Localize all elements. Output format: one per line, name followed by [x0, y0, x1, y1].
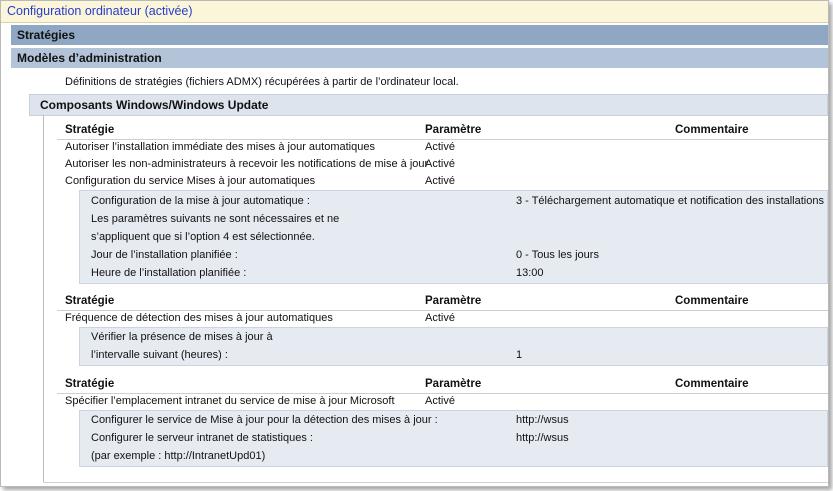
detail-label: l’intervalle suivant (heures) :	[91, 349, 228, 361]
column-header-policy: Stratégie	[65, 295, 115, 307]
admin-templates-section-header[interactable]	[11, 48, 828, 68]
detail-label: Configurer le serveur intranet de statistiques :	[91, 432, 313, 444]
tree-guide-line	[43, 115, 44, 483]
detail-label: Configuration de la mise à jour automatique :	[91, 195, 310, 207]
column-header-policy: Stratégie	[65, 378, 115, 390]
strategies-label: Stratégies	[17, 28, 76, 42]
detail-label: Heure de l’installation planifiée :	[91, 267, 247, 279]
section-bottom-divider	[43, 482, 828, 483]
column-header-setting: Paramètre	[425, 295, 482, 307]
column-header-setting: Paramètre	[425, 124, 482, 136]
detail-label: Vérifier la présence de mises à jour à	[91, 331, 273, 343]
policy-table-header	[57, 376, 828, 394]
column-header-comment: Commentaire	[675, 378, 749, 390]
policy-setting: Activé	[425, 175, 455, 187]
detail-value: 13:00	[516, 267, 544, 279]
detail-value: http://wsus	[516, 432, 569, 444]
policy-setting: Activé	[425, 395, 455, 407]
policy-name: Autoriser les non-administrateurs à recevoir les notifications de mise à jour	[65, 158, 429, 170]
header-title: Configuration ordinateur (activée)	[7, 4, 193, 18]
detail-label: Jour de l’installation planifiée :	[91, 249, 238, 261]
policy-name: Autoriser l’installation immédiate des mises à jour automatiques	[65, 141, 375, 153]
column-header-comment: Commentaire	[675, 124, 749, 136]
column-header-policy: Stratégie	[65, 124, 115, 136]
admx-description: Définitions de stratégies (fichiers ADMX) récupérées à partir de l’ordinateur local.	[65, 76, 459, 88]
policy-setting: Activé	[425, 312, 455, 324]
detail-value: 1	[516, 349, 523, 361]
strategies-section-header[interactable]	[11, 25, 828, 45]
detail-label: Les paramètres suivants ne sont nécessaires et ne	[91, 213, 340, 225]
policy-name: Spécifier l’emplacement intranet du service de mise à jour Microsoft	[65, 395, 395, 407]
policy-name: Configuration du service Mises à jour automatiques	[65, 175, 316, 187]
detail-value: 3 - Téléchargement automatique et notification des installations	[516, 195, 824, 207]
admin-templates-label: Modèles d’administration	[17, 51, 162, 65]
windows-update-section-header[interactable]	[29, 94, 828, 116]
windows-update-label: Composants Windows/Windows Update	[40, 98, 269, 112]
policy-name: Fréquence de détection des mises à jour automatiques	[65, 312, 333, 324]
detail-label: s’appliquent que si l’option 4 est sélectionnée.	[91, 231, 315, 243]
computer-configuration-header[interactable]	[1, 1, 828, 23]
column-header-setting: Paramètre	[425, 378, 482, 390]
policy-setting: Activé	[425, 141, 455, 153]
policy-table-header	[57, 293, 828, 311]
detail-label: Configurer le service de Mise à jour pour la détection des mises à jour :	[91, 414, 438, 426]
policy-details-box	[79, 327, 828, 366]
policy-details-box	[79, 410, 828, 467]
column-header-comment: Commentaire	[675, 295, 749, 307]
policy-details-box	[79, 190, 828, 284]
policy-table-header	[57, 122, 828, 140]
detail-label: (par exemple : http://IntranetUpd01)	[91, 450, 266, 462]
detail-value: 0 - Tous les jours	[516, 249, 599, 261]
detail-value: http://wsus	[516, 414, 569, 426]
policy-setting: Activé	[425, 158, 455, 170]
